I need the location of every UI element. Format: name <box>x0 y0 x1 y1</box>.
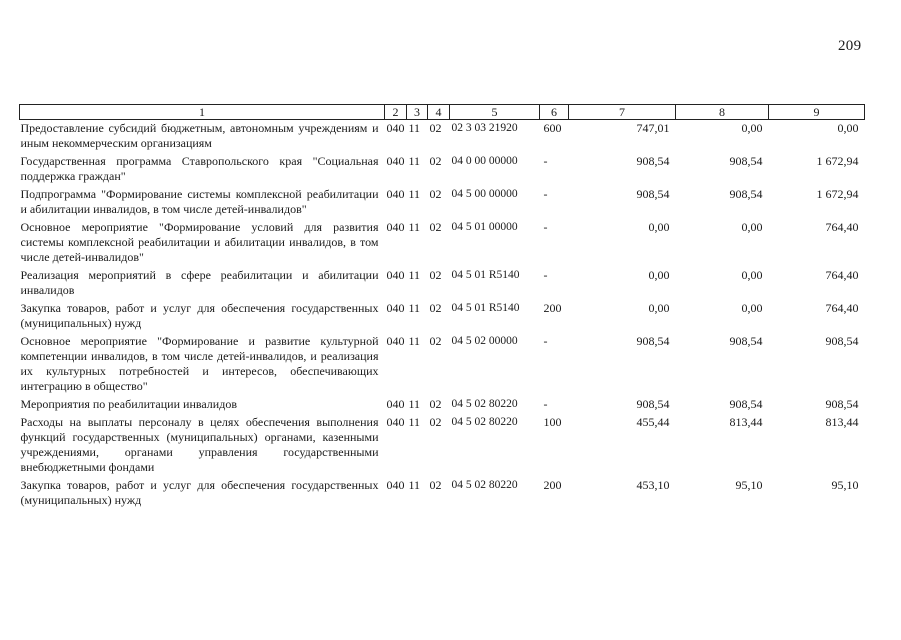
cell-amount-col9: 908,54 <box>825 397 859 411</box>
cell-section: 11 <box>408 301 421 315</box>
cell-amount-col7: 0,00 <box>648 220 670 234</box>
row-name: Основное мероприятие "Формирование и развитие культурной компетенции инвалидов, в том числе детей-инвалидов, и реализация их культурных потребностей и интересов, обеспечивающих интеграцию в общество" <box>20 334 379 393</box>
cell-section: 11 <box>408 478 421 492</box>
cell-target-article: 04 5 01 00000 <box>451 221 518 233</box>
cell-expense-type: 200 <box>543 301 562 315</box>
row-name: Закупка товаров, работ и услуг для обеспечения государственных (муниципальных) нужд <box>20 478 379 507</box>
cell-amount-col7: 908,54 <box>636 187 670 201</box>
table-row <box>20 333 865 396</box>
cell-section: 11 <box>408 415 421 429</box>
cell-expense-type: 600 <box>543 121 562 135</box>
cell-subsection: 02 <box>429 478 442 492</box>
cell-amount-col9: 908,54 <box>825 334 859 348</box>
cell-ministry: 040 <box>386 154 405 168</box>
cell-amount-col8: 813,44 <box>729 415 763 429</box>
table-row <box>20 120 865 154</box>
budget-table <box>19 104 865 510</box>
row-name: Основное мероприятие "Формирование условий для развития системы комплексной реабилитации и абилитации инвалидов, в том числе детей-инвалидов" <box>20 220 379 264</box>
cell-amount-col8: 0,00 <box>741 301 763 315</box>
cell-amount-col7: 747,01 <box>636 121 670 135</box>
cell-amount-col7: 908,54 <box>636 397 670 411</box>
cell-target-article: 04 5 02 80220 <box>451 416 518 428</box>
column-header-7: 7 <box>569 105 676 120</box>
cell-amount-col8: 0,00 <box>741 121 763 135</box>
cell-section: 11 <box>408 187 421 201</box>
cell-ministry: 040 <box>386 415 405 429</box>
table-row <box>20 186 865 219</box>
cell-amount-col9: 0,00 <box>837 121 859 135</box>
cell-subsection: 02 <box>429 301 442 315</box>
row-name: Государственная программа Ставропольского края "Социальная поддержка граждан" <box>20 154 379 183</box>
cell-amount-col7: 908,54 <box>636 154 670 168</box>
cell-subsection: 02 <box>429 397 442 411</box>
row-name: Расходы на выплаты персоналу в целях обеспечения выполнения функций государственных (муниципальных) органами, казенными учреждениями, органами управления государственными внебюджетными фондами <box>20 415 379 474</box>
cell-amount-col9: 95,10 <box>831 478 859 492</box>
cell-amount-col8: 0,00 <box>741 268 763 282</box>
row-name: Подпрограмма "Формирование системы комплексной реабилитации и абилитации инвалидов, в том числе детей-инвалидов" <box>20 187 379 216</box>
cell-subsection: 02 <box>429 415 442 429</box>
row-name: Закупка товаров, работ и услуг для обеспечения государственных (муниципальных) нужд <box>20 301 379 330</box>
table-row <box>20 300 865 333</box>
cell-amount-col7: 0,00 <box>648 268 670 282</box>
cell-amount-col8: 908,54 <box>729 397 763 411</box>
cell-ministry: 040 <box>386 220 405 234</box>
row-name: Реализация мероприятий в сфере реабилитации и абилитации инвалидов <box>20 268 379 297</box>
cell-section: 11 <box>408 220 421 234</box>
header-row <box>20 105 865 120</box>
cell-expense-type: - <box>543 154 548 168</box>
table-row <box>20 414 865 477</box>
cell-amount-col7: 908,54 <box>636 334 670 348</box>
cell-subsection: 02 <box>429 121 442 135</box>
column-header-8: 8 <box>676 105 769 120</box>
cell-subsection: 02 <box>429 334 442 348</box>
column-header-9: 9 <box>769 105 865 120</box>
cell-target-article: 04 0 00 00000 <box>451 155 518 167</box>
cell-amount-col9: 764,40 <box>825 301 859 315</box>
cell-ministry: 040 <box>386 121 405 135</box>
cell-section: 11 <box>408 121 421 135</box>
cell-amount-col7: 455,44 <box>636 415 670 429</box>
cell-target-article: 04 5 00 00000 <box>451 188 518 200</box>
cell-subsection: 02 <box>429 268 442 282</box>
column-header-5: 5 <box>450 105 540 120</box>
page-number: 209 <box>838 38 862 54</box>
cell-expense-type: 100 <box>543 415 562 429</box>
cell-expense-type: - <box>543 268 548 282</box>
cell-ministry: 040 <box>386 397 405 411</box>
cell-ministry: 040 <box>386 187 405 201</box>
table-row <box>20 267 865 300</box>
table-row <box>20 219 865 267</box>
row-name: Предоставление субсидий бюджетным, автономным учреждениям и иным некоммерческим организациям <box>20 121 379 150</box>
table-row <box>20 396 865 414</box>
cell-section: 11 <box>408 397 421 411</box>
cell-amount-col8: 908,54 <box>729 187 763 201</box>
cell-amount-col9: 764,40 <box>825 268 859 282</box>
cell-subsection: 02 <box>429 154 442 168</box>
column-header-6: 6 <box>540 105 569 120</box>
column-header-2: 2 <box>385 105 407 120</box>
cell-target-article: 04 5 02 00000 <box>451 335 518 347</box>
cell-ministry: 040 <box>386 478 405 492</box>
cell-amount-col8: 0,00 <box>741 220 763 234</box>
cell-subsection: 02 <box>429 187 442 201</box>
cell-target-article: 04 5 02 80220 <box>451 479 518 491</box>
cell-amount-col7: 453,10 <box>636 478 670 492</box>
cell-amount-col8: 908,54 <box>729 154 763 168</box>
table-row <box>20 477 865 510</box>
cell-amount-col9: 764,40 <box>825 220 859 234</box>
cell-expense-type: - <box>543 334 548 348</box>
cell-amount-col9: 813,44 <box>825 415 859 429</box>
cell-target-article: 04 5 02 80220 <box>451 398 518 410</box>
cell-subsection: 02 <box>429 220 442 234</box>
cell-amount-col8: 95,10 <box>735 478 763 492</box>
table-row <box>20 153 865 186</box>
cell-expense-type: - <box>543 397 548 411</box>
cell-section: 11 <box>408 268 421 282</box>
cell-ministry: 040 <box>386 301 405 315</box>
column-header-3: 3 <box>407 105 428 120</box>
column-header-4: 4 <box>428 105 450 120</box>
cell-amount-col7: 0,00 <box>648 301 670 315</box>
cell-target-article: 04 5 01 R5140 <box>451 302 520 314</box>
column-header-1: 1 <box>20 105 385 120</box>
cell-amount-col9: 1 672,94 <box>816 154 859 168</box>
cell-expense-type: 200 <box>543 478 562 492</box>
cell-expense-type: - <box>543 220 548 234</box>
cell-section: 11 <box>408 334 421 348</box>
cell-target-article: 02 3 03 21920 <box>451 122 518 134</box>
cell-amount-col9: 1 672,94 <box>816 187 859 201</box>
cell-section: 11 <box>408 154 421 168</box>
cell-expense-type: - <box>543 187 548 201</box>
cell-ministry: 040 <box>386 334 405 348</box>
row-name: Мероприятия по реабилитации инвалидов <box>20 397 237 411</box>
cell-ministry: 040 <box>386 268 405 282</box>
cell-target-article: 04 5 01 R5140 <box>451 269 520 281</box>
cell-amount-col8: 908,54 <box>729 334 763 348</box>
